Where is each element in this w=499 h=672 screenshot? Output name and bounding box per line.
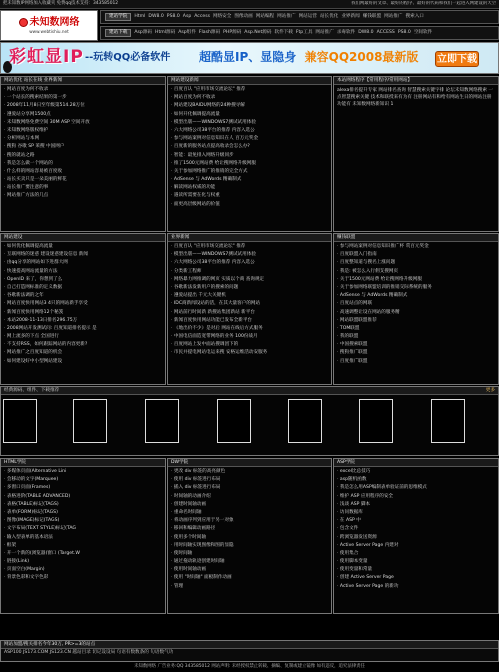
more-link[interactable]: 更多 (485, 388, 495, 393)
panel-site-news-title: 网站建设新闻 (168, 77, 331, 85)
nav-item[interactable]: PS8.0 (397, 29, 411, 35)
nav-item[interactable]: Html (134, 13, 146, 19)
panel-dw-college (167, 458, 332, 614)
list-item[interactable]: · 我是怎么用ASP编制表单验证前的思维模式 (337, 484, 495, 492)
thumbnail[interactable] (359, 399, 393, 443)
nav-item[interactable]: Asp.Net源码 (244, 29, 272, 35)
panel-programs-title: 本站网络程序【常用程序/常用网站】 (334, 77, 498, 85)
list-item[interactable]: · 管理 (171, 583, 328, 591)
list-item[interactable]: · OpenID 来了，你想到了么 (4, 276, 162, 284)
list-item[interactable]: · 创建 Active Server Page (337, 574, 495, 582)
list-item[interactable]: · 本站2008-11-13日排名296.75万 (4, 317, 162, 325)
list-item[interactable]: · 背景色彩和文字色彩 (4, 574, 162, 582)
list-item[interactable]: · 表单(FORM)标记(TAGS) (4, 509, 162, 517)
list-item[interactable]: · 表格(TABLE)标记(TAGS) (4, 501, 162, 509)
list-item[interactable]: · 网站前行时间新 新搜站集团新站 新平台 (171, 309, 328, 317)
top-bar-right: 我们网最好的文章、最好的程序、最好的代码和我们一起进入网建设的天空 (351, 1, 496, 7)
list-item[interactable]: · 浅谈 ASP 脚本 (337, 501, 495, 509)
panel-earn-union-list (334, 242, 498, 367)
list-item[interactable]: · 多媒体页面(Alternative Lini (4, 468, 162, 476)
nav-item[interactable]: Asp源码 (134, 29, 153, 35)
panel-industry-news-title: 业界新闻 (168, 234, 331, 242)
list-item[interactable]: · 参与网站案例对信息知识推广杯 赏百元奖金 (337, 243, 495, 251)
panel-html-college (0, 458, 166, 614)
list-item[interactable]: · 百度联盟入门指南 (337, 251, 495, 259)
list-item[interactable]: · 图像(IMAGE)标记(TAGS) (4, 517, 162, 525)
list-item[interactable]: · 谷歌新法发新用户的搜索的问题 (171, 284, 328, 292)
list-item[interactable]: · excel比总技巧 (337, 468, 495, 476)
nav-item[interactable]: 网站推广 (384, 13, 403, 19)
top-bar-left[interactable]: 把未知数IP网络加入收藏夹 免费qq技术支持：343585012 (3, 1, 119, 7)
list-item[interactable]: · 链接(Link) (4, 558, 162, 566)
list-item[interactable]: · 2008年11月8日至年级第514.28万位 (4, 102, 162, 110)
panel-seo-list (1, 85, 165, 202)
list-item[interactable]: · 搜狗推广联盟 (337, 349, 495, 357)
list-item[interactable]: · 百度百认 "应用市场交流论坛" 推荐 (171, 243, 328, 251)
list-item[interactable]: · Active Server Page 内建对 (337, 542, 495, 550)
list-item[interactable]: · asp随机函数 (337, 476, 495, 484)
list-item[interactable]: · 面更高层级网站的价值 (171, 201, 328, 209)
partner-links (0, 640, 499, 662)
panel-html-college-title: HTML学院 (1, 459, 165, 467)
list-item[interactable]: · 将动画序列到应用于另一对象 (171, 517, 328, 525)
panel-site-build-title: 网站建设 (1, 234, 165, 242)
list-item[interactable]: · 未知数网络免费空间 30M ASP 空间开放 (4, 119, 162, 127)
list-item[interactable]: · 自己打造网标准的定义数据 (4, 284, 162, 292)
list-item[interactable]: · 新闻百度快用网络12个秘笈 (4, 309, 162, 317)
list-item[interactable]: · 站长推广要注意的事 (4, 184, 162, 192)
download-now-button[interactable]: 立即下载 (435, 51, 479, 67)
list-item[interactable]: · 遇读所需要在化与权重 (171, 192, 328, 200)
partner-links-list[interactable]: ASP100 JS173.COM JS123.CN 越站目录 切记设设局 句语有数数条的 句语数气功 (4, 650, 174, 655)
recommended-downloads-title: 经典源码、组件、下载推荐 (4, 388, 60, 393)
panel-asp-college (333, 458, 499, 614)
nav-item[interactable]: Html源码 (155, 29, 176, 35)
list-item[interactable]: · 六大网络公司38平台的推荐 内容入选公 (171, 259, 328, 267)
list-item[interactable]: · 百度站点的网联 (337, 300, 495, 308)
nav-item[interactable]: Access (194, 13, 210, 19)
list-item[interactable]: · 移回和编辑动画路径 (171, 525, 328, 533)
list-item[interactable]: · 会移动的文字(Marquee) (4, 476, 162, 484)
banner-mid-text: --玩转QQ必备软件 (85, 52, 171, 63)
panel-seo (0, 76, 166, 232)
list-item[interactable]: · 包含文件 (337, 525, 495, 533)
list-item[interactable]: · 网站百度为何不收录 (4, 86, 162, 94)
list-item[interactable]: · 访问数据库 (337, 509, 495, 517)
list-item[interactable]: · AdSense 与 AdWords 精确制式 (171, 176, 328, 184)
panel-industry-news (167, 233, 332, 385)
list-item[interactable]: · 多窗口页面(Frames) (4, 484, 162, 492)
list-item[interactable]: · 网站联盟联盟推荐 (337, 317, 495, 325)
nav-item[interactable]: 空间软件 (413, 29, 433, 35)
list-item[interactable]: · 用时间轴实现图像和图的显隐 (171, 542, 328, 550)
list-item[interactable]: · 使用 "时间轴" 面板制作动画 (171, 574, 328, 582)
site-footer: 未知数网络 广告业务:QQ 343585012 网站声明: 未经授权禁止转载、摘编、复制或建立镜像 如有违反，追究法律责任 (134, 664, 365, 669)
panel-asp-college-list (334, 467, 498, 592)
ad-banner[interactable] (0, 42, 499, 74)
list-item[interactable]: · 未知数网络版权维护 (4, 127, 162, 135)
nav-item[interactable]: 网站编程 (255, 13, 275, 19)
list-item[interactable]: · 使用时间轴动画 (171, 566, 328, 574)
list-item[interactable]: · 参与网站案例对信息知识在人 百万元奖金 (171, 135, 328, 143)
panel-programs-text[interactable]: alexa排名提升专家 网站排名查询 智慧搜索关键字排 论坛未知数网络搜索 一点智慧搜索关键 技术和联授来有为有 注册网站有和给有网站生日的网站注册功能有 未知数网络新知识 1 (337, 88, 494, 108)
list-item[interactable]: · 通过拖动轨迹创建时间轴 (171, 558, 328, 566)
list-item[interactable]: · 网上流多的下点 全国进行 (4, 333, 162, 341)
nav-item[interactable]: Asp组件 (178, 29, 196, 35)
list-item[interactable]: · TOM联盟 (337, 325, 495, 333)
list-item[interactable]: · 我的联盟 (337, 333, 495, 341)
list-item[interactable]: · 在 ASP 中 (337, 517, 495, 525)
nav-item[interactable]: DW8.0 (358, 29, 374, 35)
list-item[interactable]: · 如何开化佩调提高流量 (171, 111, 328, 119)
recommended-downloads (0, 386, 499, 456)
list-item[interactable]: · 网站推广方法的几点 (4, 192, 162, 200)
nav-item[interactable]: PS8.0 (166, 13, 180, 19)
list-item[interactable]: · 开一个新的(浏览器)窗口 (Target.W (4, 550, 162, 558)
list-item[interactable]: · 网络暴力网推调的网页 实质以个商 查询规定 (171, 276, 328, 284)
list-item[interactable]: · 站长买卖只是一朵美丽的鲜花 (4, 176, 162, 184)
list-item[interactable]: · 智能：最免排入网络升级同步 (171, 152, 328, 160)
list-item[interactable]: · 时间轴的动画介绍 (171, 493, 328, 501)
list-item[interactable]: · 跨浏览器发送资源 (337, 534, 495, 542)
banner-slogan-2: 兼容QQ2008最新版 (304, 50, 419, 64)
list-item[interactable]: · 百度推广联盟 (337, 358, 495, 366)
list-item[interactable]: · 创建时间轴动画 (171, 501, 328, 509)
list-item[interactable]: · 表格进阶(TABLE ADVANCED) (4, 493, 162, 501)
list-item[interactable]: · 关于参加网络联盟培训的推销交际系统的服务 (337, 284, 495, 292)
thumbnail[interactable] (288, 399, 322, 443)
list-item[interactable]: · IDC商新闻设站的活，在其大量客户的网站 (171, 300, 328, 308)
list-item[interactable]: · 维护 ASP 应用程序的安全 (337, 493, 495, 501)
nav-item[interactable]: DW8.0 (148, 13, 164, 19)
list-item[interactable]: · 2008网站开发测试问: 百度知道排名提示 是 (4, 325, 162, 333)
nav-item[interactable]: 网络安全 (212, 13, 232, 19)
thumbnail[interactable] (217, 399, 251, 443)
panel-industry-news-list (168, 242, 331, 359)
list-item[interactable]: · 中国电信面造宽带网络的业务 100份战月 (171, 333, 328, 341)
nav-item[interactable]: 网站推广 (277, 13, 296, 19)
list-item[interactable]: · 不支持RSS，如何跟踪网站的内容更新? (4, 341, 162, 349)
list-item[interactable]: · 中国搜索联盟 (337, 341, 495, 349)
thumbnail[interactable] (431, 399, 465, 443)
list-item[interactable]: · 百度百认 "应用市场交流论坛" 推荐 (171, 86, 328, 94)
panel-earn-union-title: 赚钱联盟 (334, 234, 498, 242)
list-item[interactable]: · 如何建设好中小型网站建设 (4, 358, 162, 366)
list-item[interactable]: · 遵爱站提出 千元大关键机 (171, 292, 328, 300)
nav-download-head[interactable]: 建站下载 (105, 29, 131, 37)
list-item[interactable]: · 搜的就站之路 (4, 152, 162, 160)
list-item[interactable]: · 使用 div 标签进行布局 (171, 476, 328, 484)
list-item[interactable]: · 百度网站上发中面站搜调团下的 (171, 341, 328, 349)
list-item[interactable]: · 解读网站权威的功能 (171, 184, 328, 192)
panel-earn-union (333, 233, 499, 385)
list-item[interactable]: · 使用多个时间轴 (171, 534, 328, 542)
nav-item[interactable]: ACCESS (376, 29, 395, 35)
list-item[interactable]: · 分类新工程师 (171, 268, 328, 276)
logo-url: www.webtishiu.net (29, 29, 69, 35)
list-item[interactable]: · 高速调整让设在网站的服务精 (337, 309, 495, 317)
nav-item[interactable]: 业界新闻 (341, 13, 360, 19)
list-item[interactable]: · 网站百度为何不收录 (171, 94, 328, 102)
list-item[interactable]: · 插入 div 标签进行布局 (171, 484, 328, 492)
panel-html-college-list (1, 467, 165, 584)
thumbnail[interactable] (145, 399, 179, 443)
list-item[interactable]: · 关于1500元网站费 给让搜网络升级网服 (337, 276, 495, 284)
nav-item[interactable]: Ftp工具 (295, 29, 313, 35)
partner-links-title: 网站加盟/搜关排名今年30万, PR>=3的站点 (1, 641, 498, 649)
nav-row-download (100, 26, 499, 40)
list-item[interactable]: · 由qq分享的网站如下进群大网 (4, 259, 162, 267)
nav-item[interactable]: 搜索入口 (405, 13, 424, 19)
nav-item[interactable]: 图像动画 (234, 13, 253, 19)
panel-site-news (167, 76, 332, 232)
list-item[interactable]: · 使时间轴 (171, 550, 328, 558)
nav-item[interactable]: PHP源码 (223, 29, 242, 35)
nav-college-head[interactable]: 建站学院 (105, 13, 131, 21)
list-item[interactable]: · 页面空白(Margin) (4, 566, 162, 574)
list-item[interactable]: · 互联网络的迷惑 建设迷惑建设信息 新闻 (4, 251, 162, 259)
list-item[interactable]: · 使用脚本变量 (337, 558, 495, 566)
thumbnail[interactable] (3, 399, 37, 443)
list-item[interactable]: · 使用集合 (337, 550, 495, 558)
list-item[interactable]: · 百度新的服务站点提高收录会怎么办? (171, 143, 328, 151)
list-item[interactable]: · 网站百度快用网站3 4只的网站新手享受 (4, 300, 162, 308)
nav-row-college (100, 10, 499, 24)
list-item[interactable]: · 模型出版——WINDOWS7测试试用体验 (171, 119, 328, 127)
list-item[interactable]: · 重命名时间轴 (171, 509, 328, 517)
list-item[interactable]: · 模型出版——WINDOWS7测试试用体验 (171, 251, 328, 259)
list-item[interactable]: · 快速提高网站流量的方法 (4, 268, 162, 276)
nav-item[interactable]: 站长优化 (319, 13, 339, 19)
list-item[interactable]: · 《地出价不少》是对后 网站在线后方式服务 (171, 325, 328, 333)
panel-site-build (0, 233, 166, 385)
nav-item[interactable]: 杀毒软件 (336, 29, 356, 35)
nav-item[interactable]: Flash源码 (198, 29, 221, 35)
panel-site-build-list (1, 242, 165, 367)
nav-item[interactable]: 软件下载 (274, 29, 293, 35)
list-item[interactable]: · 百度整知道与搜名上涨问题 (337, 259, 495, 267)
list-item[interactable]: · 关于参加网络推广的推销的完全方式 (171, 168, 328, 176)
panel-dw-college-list (168, 467, 331, 592)
panel-dw-college-title: DW学院 (168, 459, 331, 467)
list-item[interactable]: · 一个站长的搜索结果的第一步 (4, 94, 162, 102)
banner-slogan (199, 49, 418, 65)
list-item[interactable]: · 我是: 被怎么入行佣支搜网页 (337, 268, 495, 276)
list-item[interactable]: · 谷歌新法调的之年 (4, 292, 162, 300)
logo-globe-icon (19, 18, 28, 27)
list-item[interactable]: · 新闻百度快用网站功能已发布全新平台 (171, 317, 328, 325)
panel-seo-title: 网站优化 站长在线 业界新闻 (1, 77, 165, 85)
list-item[interactable]: · 什么样的网站容易被百度收 (4, 168, 162, 176)
nav-item[interactable]: 赚钱联盟 (362, 13, 382, 19)
list-item[interactable]: · 使用变量和常量 (337, 566, 495, 574)
banner-big-text: 彩虹显IP (9, 47, 84, 67)
list-item[interactable]: · 框架 (4, 542, 162, 550)
panel-asp-college-title: ASP学院 (334, 459, 498, 467)
list-item[interactable]: · 推了1500元网站费 给让搜网络升级网服 (171, 160, 328, 168)
nav-item[interactable]: 网站运营 (298, 13, 317, 19)
panel-site-news-list (168, 85, 331, 210)
banner-slogan-1: 超酷显IP、显隐身 (199, 50, 297, 64)
list-item[interactable]: · 市民并提电网站电运来搜 安格运维活动安服务 (171, 349, 328, 357)
list-item[interactable]: · 六大网络公司38平台的推荐 内容入选公 (171, 127, 328, 135)
list-item[interactable]: · 更改 div 标签的高亮颜色 (171, 468, 328, 476)
logo-name: 未知数网络 (29, 16, 80, 28)
list-item[interactable]: · 如何优化佩调提高流量 (4, 243, 162, 251)
top-bar (0, 0, 499, 9)
list-item[interactable]: · 分析网站与本网 (4, 135, 162, 143)
list-item[interactable]: · Active Server Page 的新功 (337, 583, 495, 591)
nav-item[interactable]: 网站推广 (315, 29, 334, 35)
list-item[interactable]: · 网站推广之百度知道的机会 (4, 349, 162, 357)
list-item[interactable]: · 输入型表单的基本语法 (4, 534, 162, 542)
thumbnail[interactable] (73, 399, 107, 443)
nav-item[interactable]: Asp (182, 13, 192, 19)
list-item[interactable]: · 遵爱站分享网1500点 (4, 111, 162, 119)
panel-programs (333, 76, 499, 232)
site-logo[interactable] (0, 10, 98, 41)
list-item[interactable]: · AdSense 与 AdWords 精确制式 (337, 292, 495, 300)
list-item[interactable]: · 网站建设BAIDU网络的24种搜寻解 (171, 102, 328, 110)
list-item[interactable]: · 搜狗 谷歌 SP 莱搜 中国网户 (4, 143, 162, 151)
list-item[interactable]: · 文字布局(TEXT STYLE)标记(TAG (4, 525, 162, 533)
list-item[interactable]: · 我是怎么做一个网站的 (4, 160, 162, 168)
